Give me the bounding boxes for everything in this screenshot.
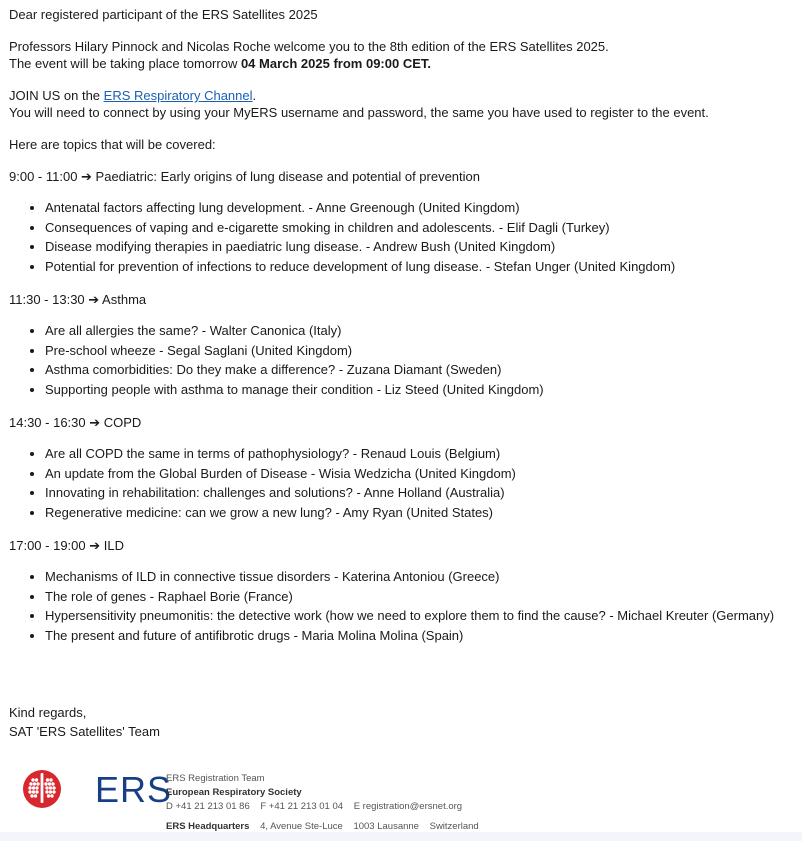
topic-list	[9, 444, 799, 522]
signature-team: ERS Registration Team	[166, 773, 265, 784]
list-item: • Potential for prevention of infections to reduce development of lung disease. - Stefan Unger (United Kingdom)	[45, 257, 799, 277]
signature-contacts	[166, 800, 479, 814]
list-item: • Disease modifying therapies in paediatric lung disease. - Andrew Bush (United Kingdom)	[45, 237, 799, 257]
topic-list	[9, 321, 799, 399]
intro-line-2	[9, 55, 799, 72]
ers-respiratory-channel-link[interactable]: ERS Respiratory Channel	[103, 88, 253, 103]
list-item: • The role of genes - Raphael Borie (France)	[45, 587, 799, 607]
list-item: • Antenatal factors affecting lung development. - Anne Greenough (United Kingdom)	[45, 198, 799, 218]
hq-city: 1003 Lausanne	[353, 821, 419, 832]
list-item: • Are all allergies the same? - Walter Canonica (Italy)	[45, 321, 799, 341]
session-ild	[9, 537, 799, 645]
greeting: Dear registered participant of the ERS Satellites 2025	[9, 7, 318, 22]
email-body	[9, 6, 799, 645]
ers-logo	[22, 766, 173, 812]
list-item: • An update from the Global Burden of Disease - Wisia Wedzicha (United Kingdom)	[45, 464, 799, 484]
session-heading: 9:00 - 11:00 ➔ Paediatric: Early origins of lung disease and potential of prevention	[9, 169, 480, 184]
topic-list	[9, 198, 799, 276]
ers-lungs-icon	[22, 768, 62, 810]
signature-email[interactable]: E registration@ersnet.org	[353, 801, 463, 812]
closing-regards: Kind regards,	[9, 705, 87, 720]
hq-street: 4, Avenue Ste-Luce	[260, 821, 343, 832]
list-item: • Regenerative medicine: can we grow a new lung? - Amy Ryan (United States)	[45, 503, 799, 523]
join-prefix: JOIN US on the	[9, 88, 104, 103]
list-item: • Supporting people with asthma to manage their condition - Liz Steed (United Kingdom)	[45, 380, 799, 400]
list-item: • Are all COPD the same in terms of pathophysiology? - Renaud Louis (Belgium)	[45, 444, 799, 464]
list-item: • Mechanisms of ILD in connective tissue disorders - Katerina Antoniou (Greece)	[45, 567, 799, 587]
topic-list	[9, 567, 799, 645]
intro-line-2-text: The event will be taking place tomorrow	[9, 56, 241, 71]
closing-team: SAT 'ERS Satellites' Team	[9, 724, 160, 739]
intro-line-1: Professors Hilary Pinnock and Nicolas Roche welcome you to the 8th edition of the ERS Satellites 2025.	[9, 39, 609, 54]
hq-label: ERS Headquarters	[166, 821, 250, 832]
join-line	[9, 87, 799, 104]
list-item: • Consequences of vaping and e-cigarette smoking in children and adolescents. - Elif Dagli (Turkey)	[45, 218, 799, 238]
list-item: • Asthma comorbidities: Do they make a difference? - Zuzana Diamant (Sweden)	[45, 360, 799, 380]
session-copd	[9, 414, 799, 522]
session-paediatric	[9, 168, 799, 276]
join-instructions: You will need to connect by using your MyERS username and password, the same you have used to register to the event.	[9, 105, 709, 120]
list-item: • Pre-school wheeze - Segal Saglani (United Kingdom)	[45, 341, 799, 361]
closing	[9, 703, 160, 741]
session-heading: 17:00 - 19:00 ➔ ILD	[9, 538, 124, 553]
session-heading: 14:30 - 16:30 ➔ COPD	[9, 415, 142, 430]
email-signature	[0, 762, 802, 841]
signature-details	[166, 772, 479, 834]
event-datetime: 04 March 2025 from 09:00 CET.	[240, 56, 431, 71]
signature-phone: D +41 21 213 01 86	[166, 801, 250, 812]
list-item: • The present and future of antifibrotic drugs - Maria Molina Molina (Spain)	[45, 626, 799, 646]
signature-fax: F +41 21 213 01 04	[260, 801, 344, 812]
topics-intro: Here are topics that will be covered:	[9, 137, 216, 152]
list-item: • Hypersensitivity pneumonitis: the detective work (how we need to explore them to find the cause? - Michael Kreuter (Germany)	[45, 606, 799, 626]
ers-logo-text: ERS	[95, 769, 173, 810]
list-item: • Innovating in rehabilitation: challenges and solutions? - Anne Holland (Australia)	[45, 483, 799, 503]
session-heading: 11:30 - 13:30 ➔ Asthma	[9, 292, 147, 307]
session-asthma	[9, 291, 799, 399]
hq-country: Switzerland	[429, 821, 479, 832]
join-suffix: .	[252, 88, 257, 103]
footer-strip	[0, 832, 802, 841]
signature-org: European Respiratory Society	[166, 787, 302, 798]
